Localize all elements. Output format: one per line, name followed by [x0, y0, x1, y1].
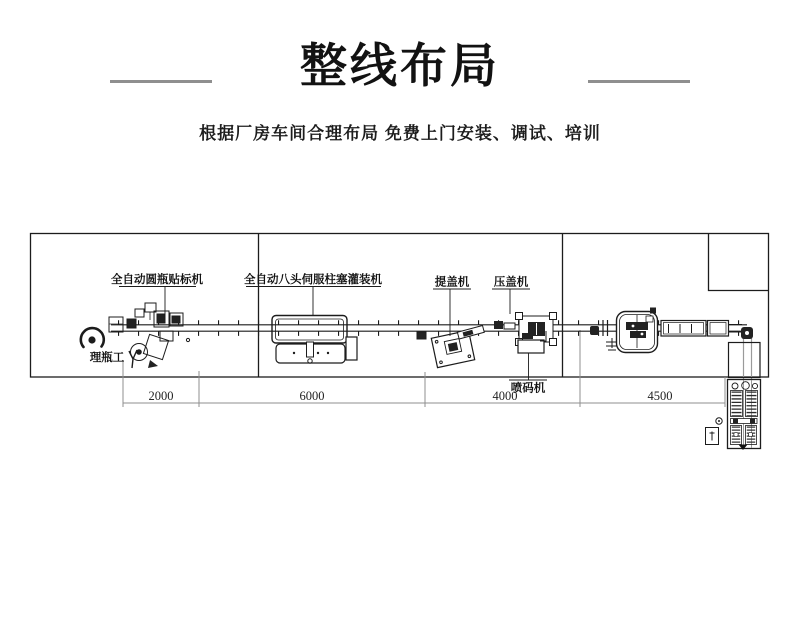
dimension-4000: 4000	[492, 389, 518, 403]
label-cap-lifter: 提盖机	[434, 276, 470, 289]
room-outline	[31, 234, 769, 378]
end-machine	[706, 343, 761, 451]
inline-sensor-box	[417, 332, 426, 339]
label-filler: 全自动八头伺服柱塞灌装机	[244, 274, 382, 286]
label-coder: 喷码机	[510, 382, 546, 395]
dimension-4500: 4500	[647, 389, 673, 403]
page-subtitle: 根据厂房车间合理布局 免费上门安装、调试、培训	[199, 124, 601, 143]
page-title: 整线布局	[300, 39, 500, 92]
label-leaders	[119, 287, 547, 381]
top-right-subroom	[709, 234, 769, 291]
label-worker: 理瓶工	[89, 352, 125, 364]
label-capper: 压盖机	[493, 276, 529, 289]
outfeed-conveyor	[661, 321, 753, 340]
label-labeler: 全自动圆瓶贴标机	[111, 274, 203, 286]
dimension-6000: 6000	[299, 389, 325, 403]
dimension-2000: 2000	[148, 389, 174, 403]
filler-machine	[272, 316, 357, 364]
cap-lifter-machine	[431, 326, 484, 368]
rotary-table-machine	[617, 308, 658, 353]
